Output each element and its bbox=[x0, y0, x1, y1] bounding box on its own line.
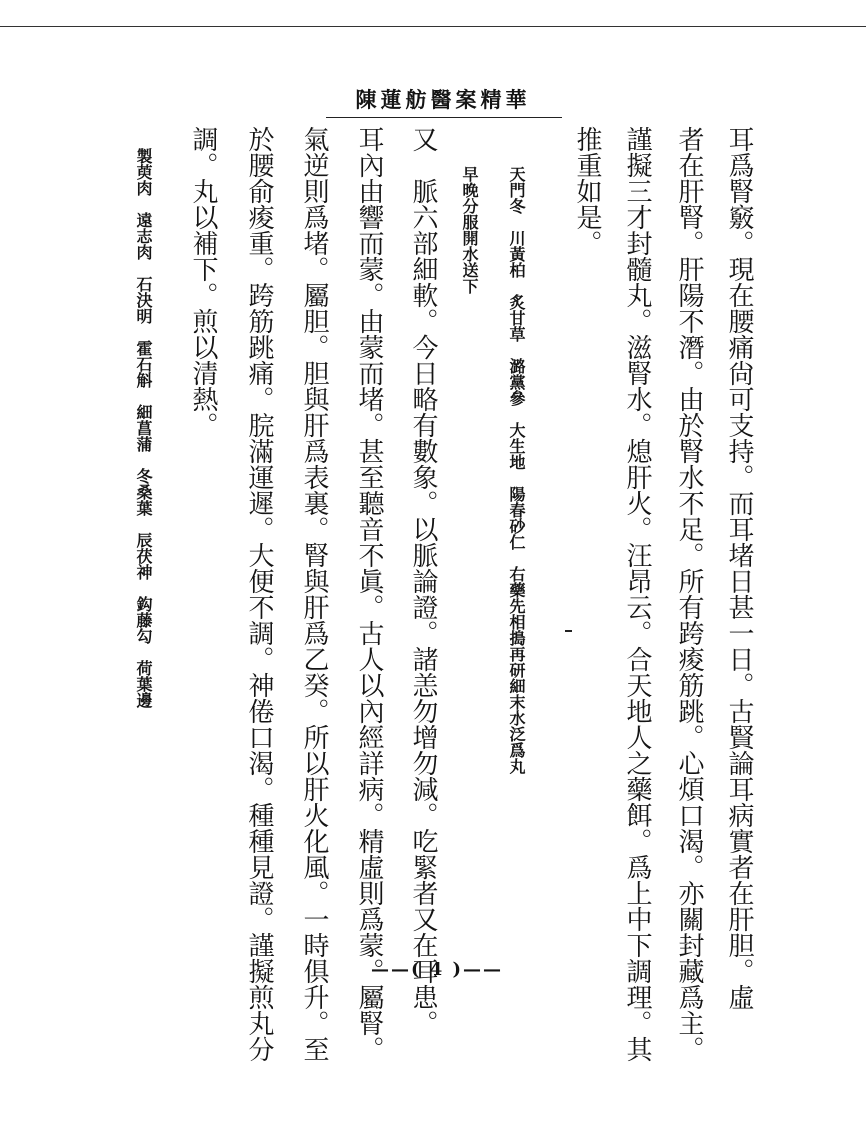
text-column-10: 於腰俞痠重。跨筋跳痛。脘滿運遲。大便不調。神倦口渴。種種見證。謹擬煎丸分 bbox=[244, 126, 274, 1062]
prescription-list-1: 天門冬 川黃柏 炙甘草 潞黨參 大生地 陽春砂仁 右藥先相搗再研細末水泛爲丸 bbox=[507, 166, 526, 774]
dosage-instruction: 早晚分服開水送下 bbox=[460, 166, 479, 294]
running-head-rule bbox=[326, 117, 562, 118]
text-column-1: 耳爲腎竅。現在腰痛尙可支持。而耳堵日甚一日。古賢論耳病實者在肝胆。虛 bbox=[724, 126, 754, 1010]
page-number: ——( 4 )—— bbox=[370, 959, 504, 980]
text-column-3: 謹擬三才封髓丸。滋腎水。熄肝火。汪昂云。合天地人之藥餌。爲上中下調理。其 bbox=[622, 126, 652, 1062]
running-head-title: 陳蓮舫醫案精華 bbox=[355, 87, 531, 112]
text-column-2: 者在肝腎。肝陽不潛。由於腎水不足。所有跨痠筋跳。心煩口渴。亦關封藏爲主。 bbox=[674, 126, 704, 1062]
text-column-9: 氣逆則爲堵。屬胆。胆與肝爲表裏。腎與肝爲乙癸。所以肝火化風。一時俱升。至 bbox=[299, 126, 329, 1062]
prescription-list-2: 製萸肉 遠志肉 石決明 霍石斛 細菖蒲 冬桑葉 辰茯神 鈎藤勾 荷葉邊 bbox=[134, 148, 153, 708]
text-column-4: 推重如是。 bbox=[572, 126, 602, 256]
text-column-8: 耳內由響而蒙。由蒙而堵。甚至聽音不眞。古人以內經詳病。精虛則爲蒙。屬腎。 bbox=[354, 126, 384, 1062]
text-column-11: 調。丸以補下。煎以清熱。 bbox=[188, 126, 218, 438]
text-column-7: 又 脈六部細軟。今日略有數象。以脈論證。諸恙勿增勿減。吃緊者又在耳患。 bbox=[408, 126, 438, 1036]
top-rule bbox=[0, 26, 866, 27]
stray-ink-mark bbox=[565, 630, 572, 632]
